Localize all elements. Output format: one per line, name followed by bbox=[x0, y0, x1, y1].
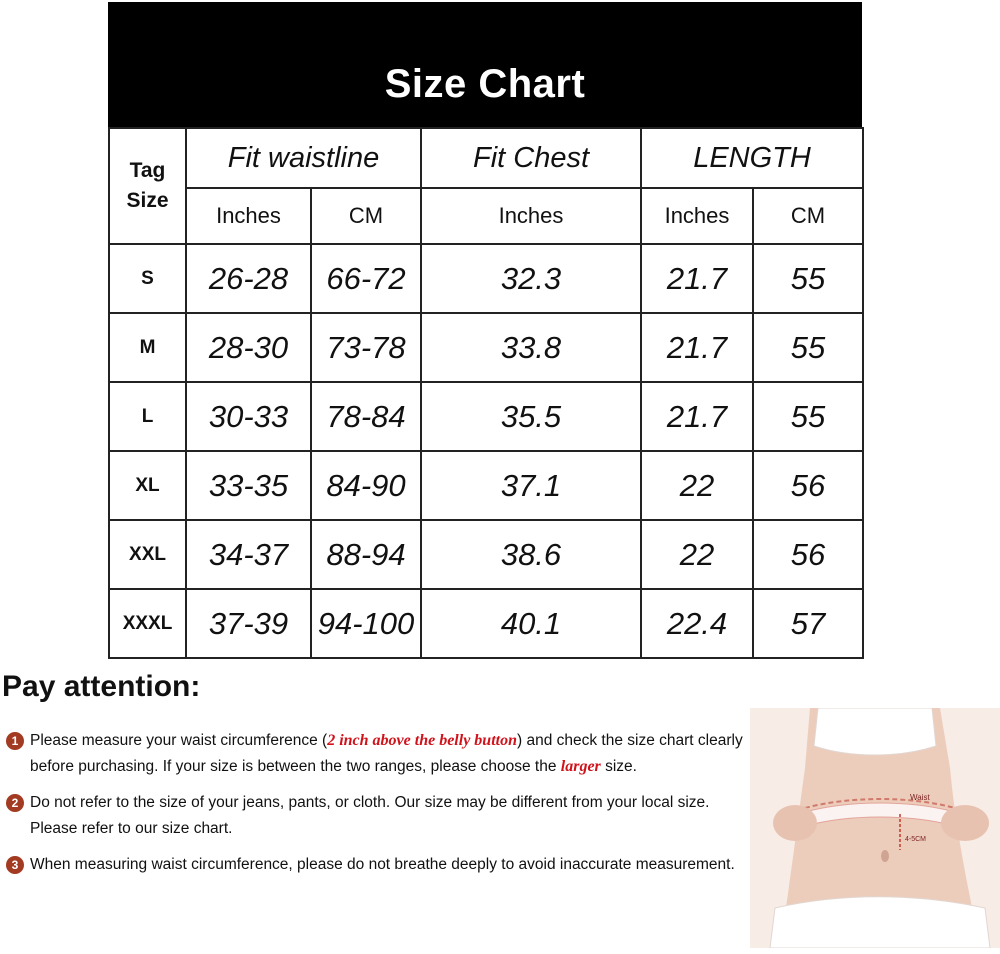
size-chart-title: Size Chart bbox=[384, 62, 586, 106]
attention-notes bbox=[6, 728, 746, 888]
note-1: 1 Please measure your waist circumference (2 inch above the belly button) and check the size chart clearly before purchasing. If your size is between the two ranges, please choose the larger size. bbox=[6, 728, 746, 780]
note-2: 2 Do not refer to the size of your jeans, pants, or cloth. Our size may be different from your local size. Please refer to our size chart. bbox=[6, 790, 746, 842]
cell-length-in: 21.7 bbox=[641, 244, 753, 313]
cell-length-in: 21.7 bbox=[641, 313, 753, 382]
waist-measuring-photo bbox=[750, 708, 1000, 948]
cell-length-cm: 56 bbox=[753, 451, 863, 520]
tape-mark: 4-5CM bbox=[905, 836, 927, 843]
pay-attention-title: Pay attention: bbox=[2, 670, 201, 703]
cell-chest-in: 33.8 bbox=[421, 313, 641, 382]
cell-waist-cm: 84-90 bbox=[311, 451, 421, 520]
cell-tag: S bbox=[109, 244, 186, 313]
cell-length-cm: 55 bbox=[753, 382, 863, 451]
cell-length-cm: 56 bbox=[753, 520, 863, 589]
cell-waist-cm: 94-100 bbox=[311, 589, 421, 658]
table-row bbox=[109, 520, 863, 589]
cell-chest-in: 32.3 bbox=[421, 244, 641, 313]
tag-size-header: Tag Size bbox=[109, 128, 186, 244]
cell-chest-in: 38.6 bbox=[421, 520, 641, 589]
cell-chest-in: 40.1 bbox=[421, 589, 641, 658]
note-3: 3 When measuring waist circumference, please do not breathe deeply to avoid inaccurate measurement. bbox=[6, 852, 746, 878]
table-row bbox=[109, 382, 863, 451]
cell-waist-cm: 88-94 bbox=[311, 520, 421, 589]
cell-waist-in: 37-39 bbox=[186, 589, 311, 658]
cell-length-cm: 55 bbox=[753, 244, 863, 313]
length-cm-header: CM bbox=[753, 188, 863, 244]
cell-waist-cm: 78-84 bbox=[311, 382, 421, 451]
size-chart-header bbox=[108, 2, 862, 127]
cell-waist-in: 33-35 bbox=[186, 451, 311, 520]
larger-highlight: larger bbox=[560, 758, 601, 775]
number-1-icon: 1 bbox=[6, 732, 24, 750]
cell-length-in: 22.4 bbox=[641, 589, 753, 658]
length-inches-header: Inches bbox=[641, 188, 753, 244]
cell-tag: M bbox=[109, 313, 186, 382]
cell-length-cm: 57 bbox=[753, 589, 863, 658]
table-row bbox=[109, 244, 863, 313]
waist-cm-header: CM bbox=[311, 188, 421, 244]
waist-inches-header: Inches bbox=[186, 188, 311, 244]
cell-chest-in: 37.1 bbox=[421, 451, 641, 520]
cell-tag: XXL bbox=[109, 520, 186, 589]
chest-inches-header: Inches bbox=[421, 188, 641, 244]
cell-waist-in: 30-33 bbox=[186, 382, 311, 451]
size-table bbox=[108, 127, 864, 659]
table-row bbox=[109, 313, 863, 382]
size-rows bbox=[109, 244, 863, 658]
cell-chest-in: 35.5 bbox=[421, 382, 641, 451]
waistline-header: Fit waistline bbox=[186, 128, 421, 188]
cell-tag: XL bbox=[109, 451, 186, 520]
cell-waist-cm: 66-72 bbox=[311, 244, 421, 313]
cell-waist-in: 34-37 bbox=[186, 520, 311, 589]
size-chart bbox=[108, 2, 862, 659]
cell-waist-in: 26-28 bbox=[186, 244, 311, 313]
number-2-icon: 2 bbox=[6, 794, 24, 812]
chest-header: Fit Chest bbox=[421, 128, 641, 188]
cell-length-in: 21.7 bbox=[641, 382, 753, 451]
length-header: LENGTH bbox=[641, 128, 863, 188]
cell-length-in: 22 bbox=[641, 451, 753, 520]
cell-length-in: 22 bbox=[641, 520, 753, 589]
cell-tag: XXXL bbox=[109, 589, 186, 658]
belly-button-highlight: 2 inch above the belly button bbox=[327, 732, 517, 749]
waist-measuring-illustration bbox=[750, 708, 1000, 948]
cell-waist-in: 28-30 bbox=[186, 313, 311, 382]
cell-tag: L bbox=[109, 382, 186, 451]
number-3-icon: 3 bbox=[6, 856, 24, 874]
tape-label: Waist bbox=[910, 793, 930, 802]
cell-waist-cm: 73-78 bbox=[311, 313, 421, 382]
cell-length-cm: 55 bbox=[753, 313, 863, 382]
table-row bbox=[109, 451, 863, 520]
table-row bbox=[109, 589, 863, 658]
